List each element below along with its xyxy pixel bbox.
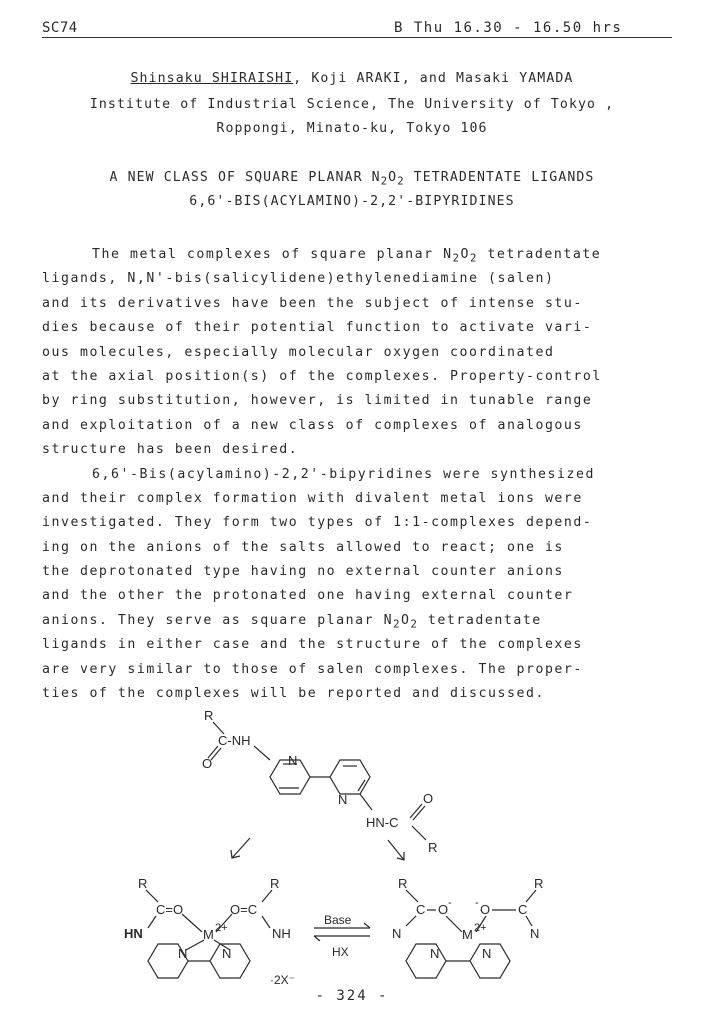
right-arrow [388, 840, 404, 860]
institution-line-2: Roppongi, Minato-ku, Tokyo 106 [216, 121, 488, 136]
svg-text:N: N [392, 926, 402, 941]
text-line: ligands in either case and the structure of the complexes [42, 637, 583, 653]
svg-text:N: N [482, 946, 492, 961]
r-label-2: R [428, 840, 438, 855]
equilibrium-arrows [314, 913, 370, 959]
svg-text:N: N [530, 926, 540, 941]
ligand-structure [202, 708, 437, 855]
svg-text:C: C [416, 902, 426, 917]
svg-text:-: - [448, 897, 452, 909]
o-label-2: O [423, 791, 434, 806]
co-authors: , Koji ARAKI, and Masaki YAMADA [293, 71, 574, 86]
metal-label: M [203, 927, 214, 942]
svg-text:O: O [438, 902, 449, 917]
svg-text:O: O [480, 902, 491, 917]
svg-text:N: N [222, 946, 232, 961]
text-line: The metal complexes of square planar $N_2O_2$ tetradentate [92, 247, 602, 265]
amide-label-2: HN-C [366, 815, 399, 830]
text-line: at the axial position(s) of the complexes. Property-control [42, 368, 602, 384]
svg-text:R: R [270, 876, 280, 891]
text-line: by ring substitution, however, is limited in tunable range [42, 393, 593, 409]
session-code: SC74 [42, 20, 78, 36]
svg-text:HN: HN [124, 926, 143, 941]
text-line: and their complex formation with divalent metal ions were [42, 490, 583, 506]
r-label: R [204, 708, 214, 723]
charge-label: 2+ [215, 922, 228, 934]
o-label: O [202, 756, 213, 771]
text-line: investigated. They form two types of 1:1-complexes depend- [42, 515, 593, 531]
page-number: - 324 - [315, 988, 389, 1004]
text-line: dies because of their potential function to activate vari- [42, 320, 593, 336]
text-line: ties of the complexes will be reported and discussed. [42, 686, 545, 702]
text-line: and exploitation of a new class of complexes of analogous [42, 417, 583, 433]
author-line [0, 71, 704, 86]
text-line: and its derivatives have been the subject of intense stu- [42, 295, 583, 311]
acid-label: HX [332, 945, 349, 959]
svg-text:2+: 2+ [474, 922, 487, 934]
text-line: ligands, N,N'-bis(salicylidene)ethylenediamine (salen) [42, 271, 555, 287]
text-line: structure has been desired. [42, 442, 299, 458]
header-rule [42, 37, 672, 38]
amide-label: C-NH [218, 733, 251, 748]
base-label: Base [324, 913, 352, 927]
svg-text:O=C: O=C [230, 902, 258, 917]
session-time: B Thu 16.30 - 16.50 hrs [394, 20, 623, 36]
protonated-complex [392, 876, 543, 978]
svg-text:C=O: C=O [156, 902, 184, 917]
svg-text:M: M [462, 927, 473, 942]
svg-text:-: - [475, 897, 479, 909]
abstract-body [42, 243, 672, 706]
svg-text:N: N [178, 946, 188, 961]
text-line: 6,6'-Bis(acylamino)-2,2'-bipyridines were synthesized [92, 466, 595, 482]
text-line: the deprotonated type having no external counter anions [42, 564, 564, 580]
svg-text:N: N [430, 946, 440, 961]
deprotonated-complex [124, 876, 295, 985]
text-line: ous molecules, especially molecular oxygen coordinated [42, 344, 555, 360]
text-line: anions. They serve as square planar $N_2O_2$ tetradentate [42, 612, 542, 631]
svg-text:C: C [518, 902, 528, 917]
reaction-scheme [120, 700, 580, 985]
text-line: and the other the protonated one having external counter [42, 588, 574, 604]
paper-title-line-2: 6,6'-BIS(ACYLAMINO)-2,2'-BIPYRIDINES [189, 194, 515, 209]
left-arrow [232, 838, 250, 858]
text-line: are very similar to those of salen complexes. The proper- [42, 661, 583, 677]
text-line: ing on the anions of the salts allowed to react; one is [42, 539, 564, 555]
n-label-1: N [288, 753, 298, 768]
n-label-2: N [338, 792, 348, 807]
paper-title-line-1: A NEW CLASS OF SQUARE PLANAR $N_2O_2$ TETRADENTATE LIGANDS [109, 170, 595, 188]
institution-line-1: Institute of Industrial Science, The University of Tokyo , [89, 97, 615, 112]
counter-anion: ·2X⁻ [270, 973, 296, 985]
svg-text:R: R [398, 876, 408, 891]
presenting-author: Shinsaku SHIRAISHI [130, 71, 294, 86]
svg-text:R: R [138, 876, 148, 891]
svg-text:NH: NH [272, 926, 291, 941]
svg-text:R: R [534, 876, 544, 891]
